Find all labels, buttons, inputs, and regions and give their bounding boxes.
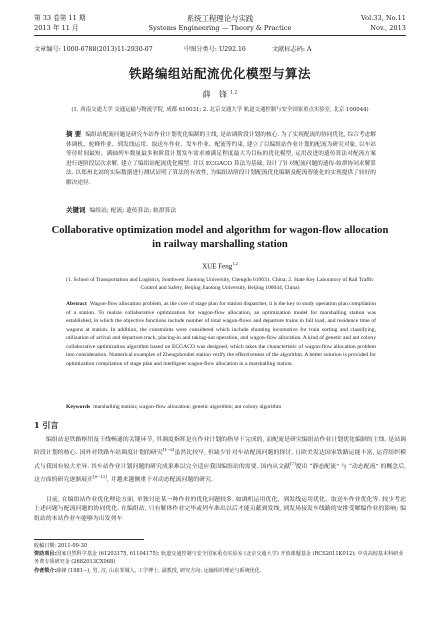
article-id: 文章编号: 1000-6788(2013)11-2930-07 bbox=[34, 46, 153, 53]
date-zh: 2013 年 11 月 bbox=[34, 24, 79, 32]
author-name-zh: 薛 锋 bbox=[202, 90, 231, 99]
journal-name-en: Systems Engineering — Theory & Practice bbox=[148, 24, 292, 32]
volume-zh: 第 33 卷第 11 期 bbox=[34, 14, 86, 22]
affiliation-zh: (1. 西南交通大学 交通运输与物流学院, 成都 610031; 2. 北京交通大学 轨道交通控制与安全国家重点实验室, 北京 100044) bbox=[71, 107, 369, 113]
citation-2[interactable]: [7] bbox=[290, 460, 296, 466]
title-en: Collaborative optimization model and algorithm for wagon-flow allocation in railway marshalling station bbox=[51, 225, 389, 250]
abstract-en-text: Wagon-flow allocation problem, as the core of stage plan for station dispatcher, it is the key to study operation plan compilation of a station. To realize collaborative optimization for wagon-flow allocation, an optimization model for marshalling station was established, in which the objective functions include number of total wagon-flows and departure trains in full load, and residence time of wagons at station. In addition, the constraints were considered which include shunting locomotive for train sorting and classifying, utilization of arrival and departure track, placing-in and taking-out operation, and wagon-flow allocation. A kind of genetic and ant colony collaborative optimization algorithm based on ECGACO was designed, which takes the characteristic of wagon-flow allocation problem into consideration. Numerical examples of Zhengzhoubei station verify the effectiveness of the algorithm. A better solution is provided for optimization compilation of stage plan and intelligent wagon-flow allocation in a marshalling station. bbox=[66, 301, 376, 367]
abstract-en bbox=[66, 300, 376, 368]
abstract-zh bbox=[66, 130, 376, 188]
volume-en: Vol.33, No.11 bbox=[360, 14, 406, 22]
body-paragraph-2: 目前, 在编组站作业优化理论方面, 单独讨论某一种作业的优化问题较多. 如调机运用优化、到发线运用优化、取送车作业优化等. 较少考虑上述问题与配流问题的协同优化. 在编组站, 只有解体作业完毕或列车准出以后才能贡献到发线, 到发场接发车线路的安排受解编作业的影响; 编组站的本站作业车能够为出发列车 bbox=[34, 497, 406, 522]
footnote-rule bbox=[34, 539, 144, 540]
author-bio-label: 作者简介: bbox=[34, 568, 57, 574]
body-p1-part-a: 编组站是铁路枢纽及干线畅通的关键环节, 其调度指挥是在作业计划的指导下完成的, 而配流是研究编组站作业计划优化编制的主线. 是站调阶段计划的核心. 国外对铁路车站调度计划的研究 bbox=[34, 437, 406, 457]
keywords-zh-label: 关键词 bbox=[66, 206, 86, 214]
author-name-en: XUE Feng bbox=[202, 262, 233, 271]
citation-3[interactable]: [8−12] bbox=[92, 474, 108, 480]
keywords-zh-text: 编组站; 配流; 遗传算法; 蚁群算法 bbox=[89, 208, 177, 214]
abstract-zh-label: 摘 要 bbox=[66, 130, 82, 138]
document-code: 文献标志码: A bbox=[272, 46, 312, 53]
received-date: 收稿日期: 2011-09-30 bbox=[34, 543, 88, 549]
abstract-en-label: Abstract bbox=[66, 301, 87, 307]
body-paragraph-1 bbox=[34, 436, 406, 486]
author-bio-text: 薛锋 (1981−), 男, 汉, 山东邹城人, 工学博士, 副教授, 研究方向: 运输组织理论与系统优化. bbox=[56, 568, 262, 574]
author-en-affil-marker: 1,2 bbox=[232, 261, 238, 266]
affiliation-en: (1. School of Transportation and Logistics, Southwest Jiaotong University, Chengdu 610031, China; 2. State Key Laboratory of Rail Traffic Control and Safety, Beijing Jiaotong University, Beijing 100044, China) bbox=[66, 277, 374, 291]
journal-name-zh: 系统工程理论与实践 bbox=[186, 14, 254, 23]
body-p1-part-d: , 并越来越侧重于对动态配流问题的研究. bbox=[107, 477, 213, 484]
keywords-zh bbox=[66, 205, 376, 214]
body-p1-part-c: 提出 “静态配流” 与 “动态配流” 的概念后, 这方面的研究逐渐展开 bbox=[34, 463, 406, 484]
keywords-en bbox=[66, 404, 376, 410]
title-zh: 铁路编组站配流优化模型与算法 bbox=[128, 66, 311, 81]
clc-number: 中图分类号: U292.16 bbox=[184, 46, 246, 53]
date-en: Nov., 2013 bbox=[370, 24, 406, 32]
footnote-received bbox=[34, 543, 406, 551]
fund-text: 国家自然科学基金 (61203175, 61104175); 轨道交通控制与安全国家重点实验室 (北京交通大学) 开放课题基金 (RCS2011K012); 中央高校基本科研业务费专项研究金 (2682013CX068) bbox=[34, 551, 404, 565]
fund-label: 资助项目: bbox=[34, 551, 57, 557]
footnote-fund bbox=[34, 551, 406, 566]
header-rule bbox=[34, 35, 406, 36]
citation-1[interactable]: [1−6] bbox=[162, 447, 175, 453]
author-zh bbox=[0, 89, 440, 100]
abstract-zh-text: 编组站配流问题是研究车站作业计划优化编制的主线, 是站调阶段计划的核心. 为了实现配流的协同优化, 综合考虑解体调机、驼峰作业、到发线运用、取送车作业、发车作业、配流等约束, 建立了以编组站作业计划的配流为研究对象, 以车站等待时间最短、满轴列车数量最多和阶段计划发车需求被满足程度最大为目标的优化模型, 运用改进的遗传算法对配流方案进行逐阶段层次求解, 建立了编组站配流优化模型. 并以 ECGACO 算法为基础, 设计了针对配流问题的遗传-蚁群协同求解算法. 以郑州北站的实际数据进行测试证明了算法的有效性, 为编组站阶段计划配流优化编制及配流智能化的实现提供了较好的解决途径. bbox=[66, 132, 376, 186]
keywords-en-label: Keywords bbox=[66, 404, 91, 410]
footnote-author-bio bbox=[34, 568, 406, 576]
body-p1-part-b: 虽然比较早, 但缺少针对车站配流问题的探讨, 且欧美发达国家铁路运能丰富, 运营组织模式与我国有较大差异. 其车站作业计划问题的研究成果难以完全适应我国编组站的需要. 国内从文献 bbox=[34, 450, 406, 470]
author-en bbox=[0, 261, 440, 270]
section-heading-introduction: 1 引言 bbox=[34, 420, 59, 430]
author-zh-affil-marker: 1,2 bbox=[230, 90, 238, 96]
keywords-en-text: marshalling station; wagon-flow allocation; genetic algorithm; ant colony algorithm bbox=[93, 404, 282, 410]
